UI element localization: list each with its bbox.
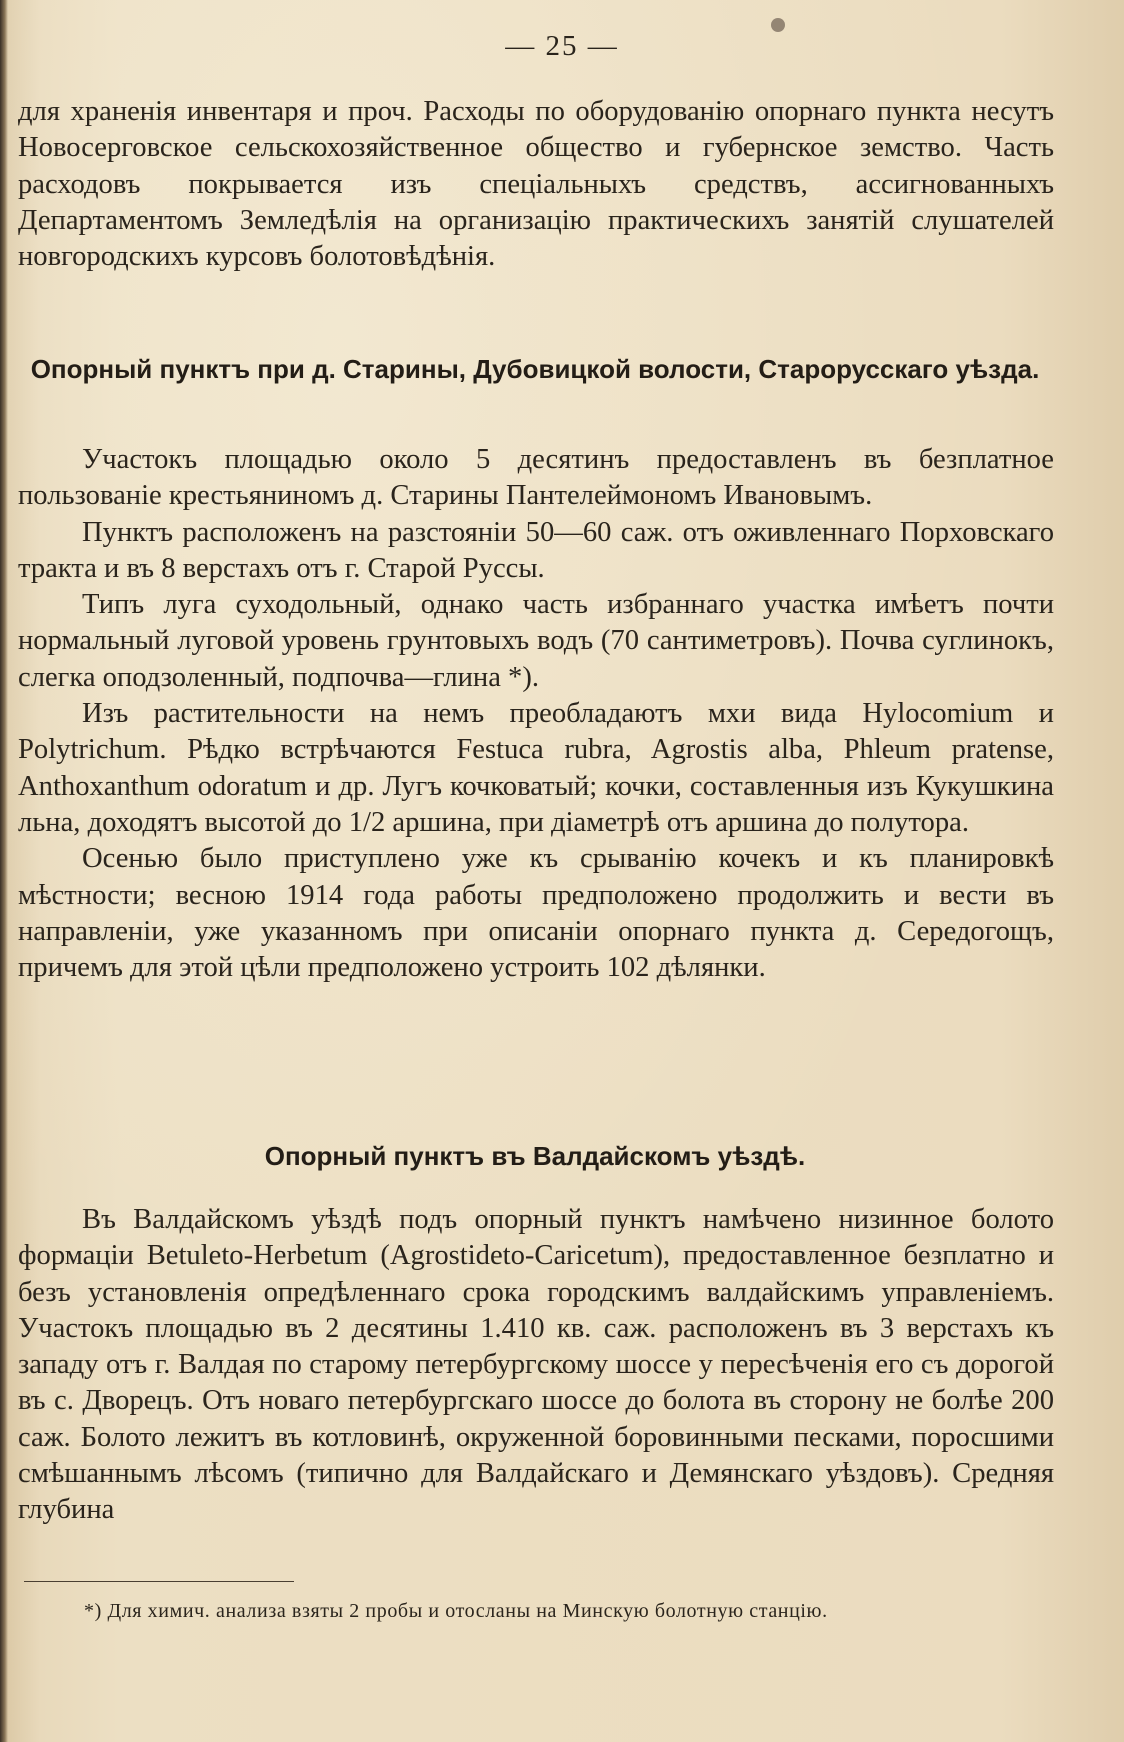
section-heading-stariny: Опорный пунктъ при д. Старины, Дубовицкой волости, Старорусскаго уѣзда. (30, 354, 1040, 384)
paragraph: Участокъ площадью около 5 десятинъ предоставленъ въ безплатное пользованіе крестьяниномъ д. Старины Пантелеймономъ Ивановымъ. (18, 444, 1054, 512)
paragraph: Пунктъ расположенъ на разстояніи 50—60 саж. отъ оживленнаго Порховскаго тракта и въ 8 верстахъ отъ г. Старой Руссы. (18, 516, 1054, 584)
footnote: *) Для химич. анализа взяты 2 пробы и отосланы на Минскую болотную станцію. (84, 1600, 828, 1622)
paragraph: Осенью было приступлено уже къ срыванію кочекъ и къ планировкѣ мѣстности; весною 1914 года работы предположено продолжить и вести въ направленіи, уже указанномъ при описаніи опорнаго пункта д. Середогощъ, причемъ для этой цѣли предположено устроить 102 дѣлянки. (18, 843, 1054, 984)
binding-edge (0, 0, 8, 1742)
paragraph: Изъ растительности на немъ преобладаютъ мхи вида Hylocomium и Polytrichum. Рѣдко встрѣчаются Festuca rubra, Agrostis alba, Phleum pratense, Anthoxanthum odoratum и др. Лугъ кочковатый; кочки, составленныя изъ Кукушкина льна, доходятъ высотой до 1/2 аршина, при діаметрѣ отъ аршина до полутора. (18, 698, 1054, 838)
section-heading-valdai: Опорный пунктъ въ Валдайскомъ уѣздѣ. (264, 1141, 806, 1171)
section-body-valdai (18, 1202, 1054, 1529)
footnote-divider (24, 1581, 294, 1582)
page-number: — 25 — (505, 30, 619, 62)
section-body-stariny (18, 442, 1054, 986)
intro-paragraph: для храненія инвентаря и проч. Расходы по оборудованію опорнаго пункта несутъ Новосерговское сельскохозяйственное общество и губернское земство. Часть расходовъ покрывается изъ спеціальныхъ средствъ, ассигнованныхъ Департаментомъ Земледѣлія на организацію практическихъ занятій слушателей новгородскихъ курсовъ болотовѣдѣнія. (18, 96, 1054, 273)
paragraph: Типъ луга суходольный, однако часть избраннаго участка имѣетъ почти нормальный луговой уровень грунтовыхъ водъ (70 сантиметровъ). Почва суглинокъ, слегка оподзоленный, подпочва—глина *). (18, 589, 1054, 693)
intro-paragraph-block (18, 94, 1054, 275)
paragraph: Въ Валдайскомъ уѣздѣ подъ опорный пунктъ намѣчено низинное болото формаціи Betuleto-Herbetum (Agrostideto-Caricetum), предоставленное безплатно и безъ установленія опредѣленнаго срока городскимъ валдайскимъ управленіемъ. Участокъ площадью въ 2 десятины 1.410 кв. саж. расположенъ въ 3 верстахъ къ западу отъ г. Валдая по старому петербургскому шоссе у пересѣченія его съ дорогой въ с. Дворецъ. Отъ новаго петербургскаго шоссе до болота въ сторону не болѣе 200 саж. Болото лежитъ въ котловинѣ, окруженной боровинными песками, поросшими смѣшаннымъ лѣсомъ (типично для Валдайскаго и Демянскаго уѣздовъ). Средняя глубина (18, 1204, 1054, 1526)
